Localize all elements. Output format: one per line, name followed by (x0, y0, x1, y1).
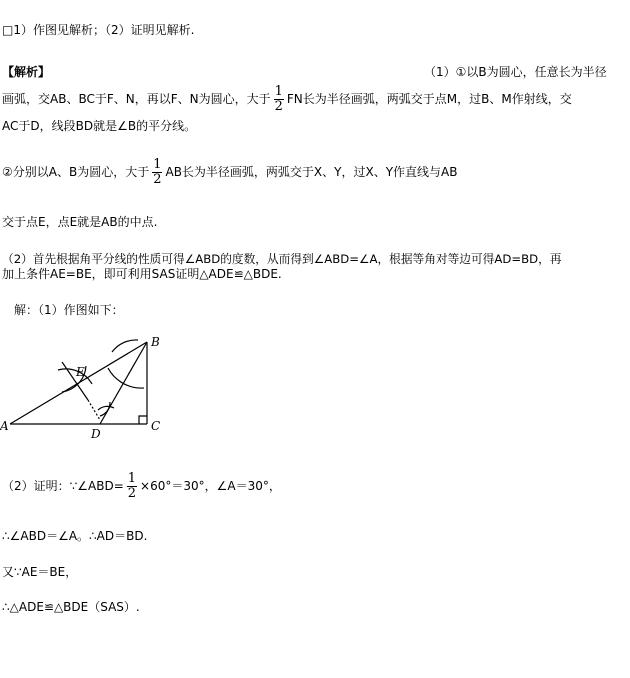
analysis-p2-line1-b: AB长为半径画弧，两弧交于X、Y，过X、Y作直线与AB (165, 165, 458, 179)
fraction-numerator: 1 (127, 471, 137, 486)
analysis-p2-line1 (2, 157, 457, 187)
analysis-p1-line2 (2, 84, 572, 114)
proof-line4: ∴△ADE≌△BDE（SAS）. (2, 600, 140, 614)
fraction-half (127, 472, 137, 501)
label-a: A (0, 419, 9, 433)
analysis-p1-line2-b: FN长为半径画弧，两弧交于点M，过B、M作射线，交 (286, 92, 572, 106)
arc-m-1 (98, 406, 114, 410)
analysis-p1-line2-a: 画弧，交AB、BC于F、N，再以F、N为圆心，大于 (2, 92, 271, 106)
analysis-p3-line1: （2）首先根据角平分线的性质可得∠ABD的度数，从而得到∠ABD=∠A，根据等角对等边可得AD=BD，再 (2, 252, 562, 266)
analysis-p1-right: （1）①以B为圆心，任意长为半径 (424, 65, 607, 79)
fraction-denominator: 2 (153, 172, 162, 187)
fraction-denominator: 2 (127, 486, 137, 501)
answer-summary: □1）作图见解析；（2）证明见解析. (2, 23, 195, 37)
fraction-half (274, 85, 284, 114)
analysis-p1-line3: AC于D，线段BD就是∠B的平分线。 (2, 119, 197, 133)
label-b: B (151, 335, 160, 349)
analysis-p2-line2: 交于点E，点E就是AB的中点. (2, 215, 158, 229)
label-e: E (76, 365, 85, 379)
solution-intro: 解：（1）作图如下： (14, 303, 124, 317)
proof-line1-b: ×60°＝30°，∠A＝30°， (140, 479, 281, 493)
fraction-numerator: 1 (274, 84, 283, 99)
label-c: C (151, 419, 161, 433)
proof-line1-a: （2）证明：∵∠ABD= (2, 479, 124, 493)
analysis-p3-line2: 加上条件AE=BE，即可利用SAS证明△ADE≌△BDE. (2, 267, 282, 281)
proof-line3: 又∵AE＝BE， (2, 565, 78, 579)
label-d: D (91, 427, 101, 441)
analysis-header: 【解析】 (2, 65, 51, 79)
proof-line2: ∴∠ABD＝∠A。∴AD＝BD. (2, 529, 148, 543)
fraction-half (152, 158, 162, 187)
arc-m-2 (100, 402, 110, 416)
analysis-p2-line1-a: ②分别以A、B为圆心，大于 (2, 165, 150, 179)
fraction-numerator: 1 (153, 157, 162, 172)
proof-line1 (2, 471, 281, 501)
geometry-figure (0, 330, 190, 442)
fraction-denominator: 2 (274, 99, 283, 114)
right-angle-mark (139, 416, 147, 424)
